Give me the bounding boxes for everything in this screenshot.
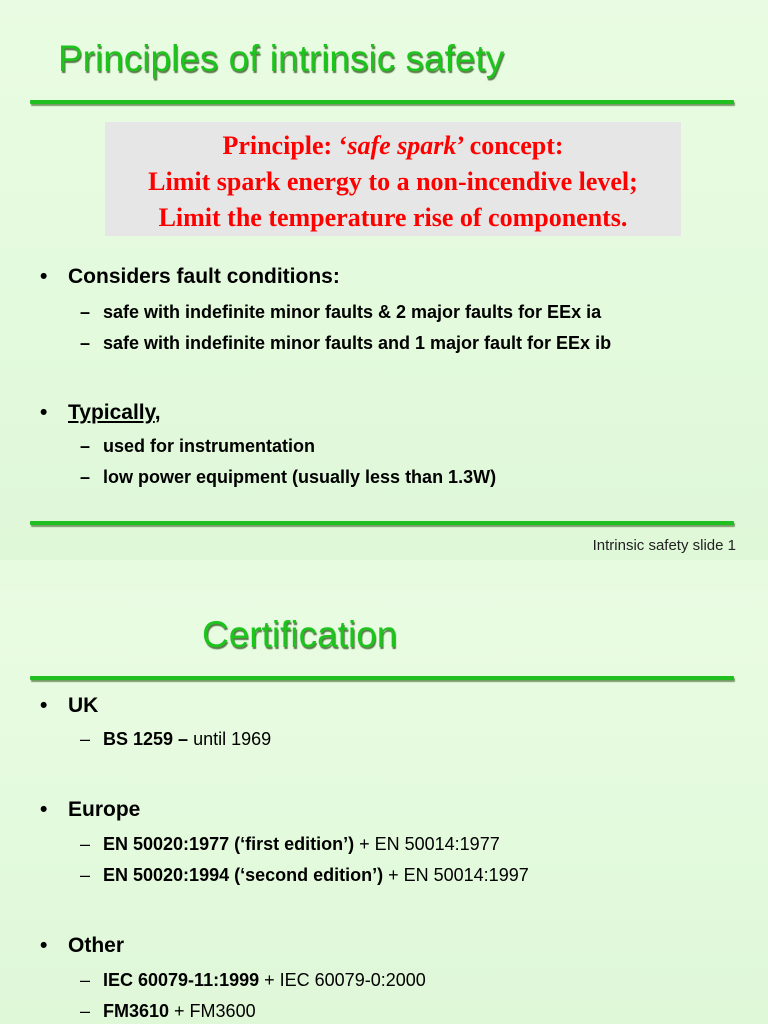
bullet-icon: • xyxy=(40,934,48,957)
slide-title: Certification xyxy=(202,614,398,655)
bullet-typically: • Typically, xyxy=(40,401,161,424)
sub-bullet: – IEC 60079-11:1999 + IEC 60079-0:2000 xyxy=(80,970,426,990)
bullet-fault-conditions xyxy=(40,265,340,289)
principle-box xyxy=(105,122,681,236)
bullet-heading: Other xyxy=(68,934,125,957)
dash-icon: – xyxy=(80,436,91,456)
bullet-heading: Typically xyxy=(68,401,155,424)
dash-icon: – xyxy=(80,1001,91,1021)
sub-bullet: – EN 50020:1994 (‘second edition’) + EN 50014:1997 xyxy=(80,865,529,885)
bullet-europe xyxy=(40,798,140,822)
sub-bullet: – FM3610 + FM3600 xyxy=(80,1001,256,1021)
bullet-icon: • xyxy=(40,694,48,717)
sub-bullet: – BS 1259 – until 1969 xyxy=(80,729,272,749)
principle-line-1: Principle: ‘safe spark’ concept: xyxy=(222,131,564,160)
dash-icon: – xyxy=(80,865,91,885)
dash-icon: – xyxy=(80,729,91,749)
sub-bullet: – EN 50020:1977 (‘first edition’) + EN 50014:1977 xyxy=(80,834,500,854)
sub-bullet: – low power equipment (usually less than 1.3W) xyxy=(80,467,497,487)
sub-bullet: – safe with indefinite minor faults and 1 major fault for EEx ib xyxy=(80,333,612,353)
dash-icon: – xyxy=(80,302,91,322)
principle-line-2: Limit spark energy to a non-incendive level; xyxy=(148,167,638,196)
title-divider xyxy=(30,676,734,680)
bullet-other xyxy=(40,934,124,958)
slide-certification xyxy=(0,590,768,1024)
bullet-uk xyxy=(40,694,98,718)
bullet-icon: • xyxy=(40,265,48,288)
safe-spark-emphasis: safe spark xyxy=(347,131,457,160)
slide-title: Principles of intrinsic safety xyxy=(58,38,505,79)
bullet-heading: Considers fault conditions: xyxy=(68,265,340,288)
dash-icon: – xyxy=(80,333,91,353)
bullet-heading: Europe xyxy=(68,798,141,821)
bullet-heading: UK xyxy=(68,694,99,717)
bullet-icon: • xyxy=(40,798,48,821)
sub-bullet: – safe with indefinite minor faults & 2 major faults for EEx ia xyxy=(80,302,602,322)
sub-bullet: – used for instrumentation xyxy=(80,436,316,456)
slide-footer: Intrinsic safety slide 1 xyxy=(592,537,736,554)
dash-icon: – xyxy=(80,834,91,854)
footer-divider xyxy=(30,521,734,525)
dash-icon: – xyxy=(80,970,91,990)
title-divider xyxy=(30,100,734,104)
dash-icon: – xyxy=(80,467,91,487)
principle-line-3: Limit the temperature rise of components. xyxy=(158,203,628,232)
bullet-icon: • xyxy=(40,401,48,424)
